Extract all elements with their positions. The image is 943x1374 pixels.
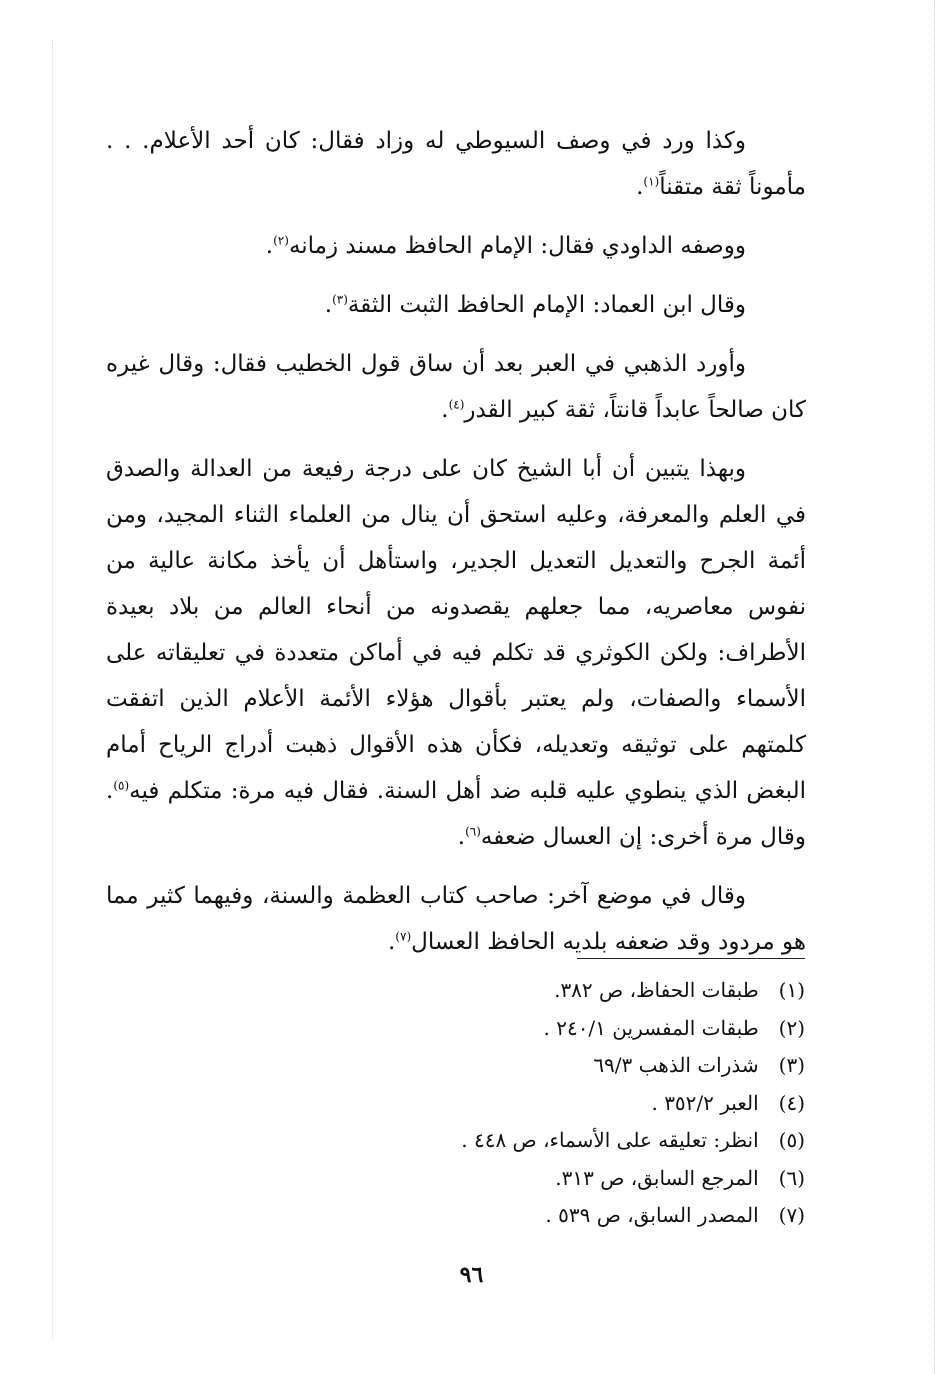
paragraph-1: وكذا ورد في وصف السيوطي له وزاد فقال: كان أحد الأعلام. . . مأموناً ثقة متقناً$^{(١)}$.: [106, 128, 806, 200]
footnote-ref-7: (٧): [395, 929, 412, 944]
footnote-ref-6: (٦): [465, 824, 481, 839]
paragraph-2: ووصفه الداودي فقال: الإمام الحافظ مسند زمانه$^{(٢)}$.: [265, 233, 746, 259]
main-text: [106, 118, 806, 978]
page-number: ٩٦: [459, 1262, 484, 1288]
paragraph-4: وأورد الذهبي في العبر بعد أن ساق قول الخطيب فقال: وقال غيره كان صالحاً عابداً قانتاً، ثقة كبير القدر$^{(٤)}$.: [106, 351, 806, 423]
paragraph-6: وقال في موضع آخر: صاحب كتاب العظمة والسنة، وفيهما كثير مما هو مردود وقد ضعفه بلديه الحافظ العسال$^{(٧)}$.: [106, 883, 806, 955]
footnote-ref-1: (١): [643, 174, 660, 189]
footnote-3: (٣) شذرات الذهب ٦٩/٣: [593, 1053, 805, 1077]
footnote-ref-2: (٢): [273, 233, 289, 248]
footnote-5: (٥) انظر: تعليقه على الأسماء، ص ٤٤٨ .: [461, 1128, 805, 1152]
footnote-ref-4: (٤): [448, 397, 465, 412]
paragraph-3: وقال ابن العماد: الإمام الحافظ الثبت الثقة$^{(٣)}$.: [324, 292, 746, 318]
footnote-7: (٧) المصدر السابق، ص ٥٣٩ .: [545, 1203, 805, 1227]
footnote-ref-3: (٣): [332, 292, 348, 307]
footnote-ref-5: (٥): [113, 778, 130, 793]
footnote-2: (٢) طبقات المفسرين ٢٤٠/١ .: [543, 1015, 805, 1040]
footnote-6: (٦) المرجع السابق، ص ٣١٣.: [555, 1165, 805, 1190]
footnote-4: (٤) العبر ٣٥٢/٢ .: [651, 1090, 805, 1115]
scan-edge-right: [934, 0, 935, 1374]
footnotes-list: [300, 972, 805, 1235]
paragraph-5: وبهذا يتبين أن أبا الشيخ كان على درجة رفيعة من العدالة والصدق في العلم والمعرفة، وعليه استحق أن ينال من العلماء الثناء المجيد، ومن أئمة الجرح والتعديل التعديل الجدير، واستأهل أن يأخذ مكانة عالية من نفوس معاصريه، مما جعلهم يقصدونه من أنحاء العالم من بلاد بعيدة الأطراف: ولكن الكوثري قد تكلم فيه في أماكن متعددة في تعليقاته على الأسماء والصفات، ولم يعتبر بأقوال هؤلاء الأئمة الأعلام الذين اتفقت كلمتهم على توثيقه وتعديله، فكأن هذه الأقوال ذهبت أدراج الرياح أمام البغض الذي ينطوي عليه قلبه ضد أهل السنة. فقال فيه مرة: متكلم فيه$^{(٥)}$. وقال مرة أخرى: إن العسال ضعفه$^{(٦)}$.: [106, 456, 806, 850]
footnote-1: (١) طبقات الحفاظ، ص ٣٨٢.: [554, 978, 805, 1002]
scan-edge-left: [52, 40, 53, 1340]
footnote-separator: [577, 958, 805, 959]
